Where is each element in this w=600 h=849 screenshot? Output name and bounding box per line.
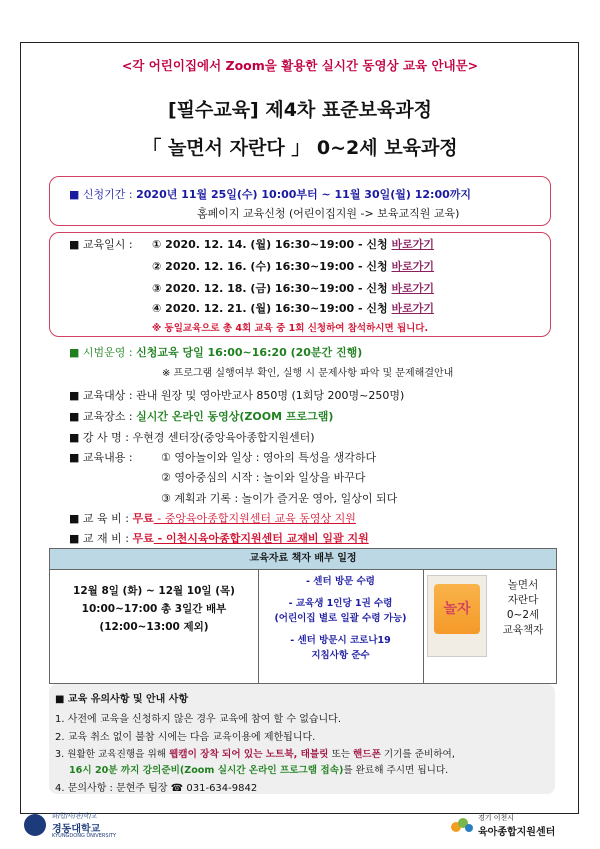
note-3-cont — [69, 762, 448, 776]
note-3 — [55, 746, 455, 760]
session-2-num: ② — [152, 260, 162, 273]
apply-row — [69, 186, 471, 202]
book-cover-image — [427, 575, 487, 657]
note-3-c: 또는 — [328, 749, 354, 760]
book-caption-4: 교육책자 — [502, 624, 544, 636]
target-value: 관내 원장 및 영아반교사 850명 (1회당 200명~250명) — [136, 389, 405, 402]
note-4: 4. 문의사항 : 문현주 팀장 ☎ 031-634-9842 — [55, 783, 258, 794]
university-slogan: 화/합/사/관/학/교 — [52, 813, 97, 820]
university-name-en: KYUNGDONG UNIVERSITY — [52, 833, 117, 839]
book-caption-1: 놀면서 — [507, 579, 539, 591]
schedule-label: ■ 교육일시 : — [69, 238, 133, 251]
content-item-2: ② 영아중심의 시작 : 놀이와 일상을 바꾸다 — [161, 471, 366, 484]
note-3-e: 기기를 준비하여, — [380, 749, 455, 760]
session-2-text: 2020. 12. 16. (수) 16:30~19:00 - 신청 — [165, 260, 388, 273]
session-4-num: ④ — [152, 302, 162, 315]
table-method-2: - 교육생 1인당 1권 수령 — [288, 598, 393, 609]
session-3-text: 2020. 12. 18. (금) 16:30~19:00 - 신청 — [165, 282, 388, 295]
material-fee-free: 무료 — [132, 532, 154, 545]
lecturer-label: ■ 강 사 명 : — [69, 431, 129, 444]
note-3-b: 웹캠이 장착 되어 있는 노트북, 태블릿 — [169, 749, 329, 760]
fee-free: 무료 — [132, 512, 154, 525]
center-logo-icon — [450, 813, 474, 837]
session-4-text: 2020. 12. 21. (월) 16:30~19:00 - 신청 — [165, 302, 388, 315]
subtitle: <각 어린이집에서 Zoom을 활용한 실시간 동영상 교육 안내문> — [121, 58, 479, 73]
material-fee-row — [69, 530, 369, 546]
session-1 — [152, 236, 434, 252]
place-value: 실시간 온라인 동영상(ZOOM 프로그램) — [136, 410, 334, 423]
session-4 — [152, 300, 434, 316]
center-city: 경기 이천시 — [478, 814, 515, 822]
session-1-num: ① — [152, 238, 162, 251]
target-label: ■ 교육대상 : — [69, 389, 133, 402]
fee-label: ■ 교 육 비 : — [69, 512, 129, 525]
session-3 — [152, 280, 434, 296]
title-line-2: 「 놀면서 자란다 」 0~2세 보육과정 — [142, 137, 458, 159]
table-date-2: 10:00~17:00 총 3일간 배부 — [81, 603, 227, 615]
target-row — [69, 387, 404, 403]
book-caption-3: 0~2세 — [506, 609, 540, 621]
content-item-1: ① 영아놀이와 일상 : 영아의 특성을 생각하다 — [161, 451, 377, 464]
session-3-num: ③ — [152, 282, 162, 295]
apply-period: 2020년 11월 25일(수) 10:00부터 ~ 11월 30일(월) 12:00까지 — [136, 188, 472, 201]
trial-note: ※ 프로그램 실행여부 확인, 실행 시 문제사항 파악 및 문제해결안내 — [162, 368, 454, 379]
fee-detail: - 중앙육아종합지원센터 교육 동영상 지원 — [153, 512, 356, 525]
session-3-link[interactable]: 바로가기 — [391, 282, 435, 295]
note-3-a: 3. 원활한 교육진행을 위해 — [55, 749, 170, 760]
table-method-3: (어린이집 별로 일괄 수령 가능) — [274, 613, 407, 624]
trial-label: ■ 시범운영 : — [69, 346, 133, 359]
fee-row — [69, 510, 356, 526]
note-2: 2. 교육 취소 없이 불참 시에는 다음 교육이용에 제한됩니다. — [55, 732, 316, 743]
book-caption-2: 자란다 — [507, 594, 539, 606]
table-method-1: - 센터 방문 수령 — [306, 576, 375, 587]
table-header: 교육자료 책자 배부 일정 — [50, 549, 556, 570]
lecturer-row — [69, 429, 315, 445]
notes-box — [49, 684, 555, 794]
notes-title: ■ 교육 유의사항 및 안내 사항 — [55, 694, 189, 705]
session-2 — [152, 258, 434, 274]
content-item-3: ③ 계획과 기록 : 놀이가 즐거운 영아, 일상이 되다 — [161, 492, 398, 505]
table-method-5: 지침사항 준수 — [311, 650, 370, 661]
session-2-link[interactable]: 바로가기 — [391, 260, 435, 273]
center-name: 육아종합지원센터 — [478, 827, 556, 838]
lecturer-value: 우현경 센터장(중앙육아종합지원센터) — [132, 431, 315, 444]
session-4-link[interactable]: 바로가기 — [391, 302, 435, 315]
university-name: 경동대학교 — [52, 824, 101, 835]
apply-note: 홈페이지 교육신청 (어린이집지원 -> 보육교직원 교육) — [197, 207, 460, 220]
session-1-text: 2020. 12. 14. (월) 16:30~19:00 - 신청 — [165, 238, 388, 251]
content-label: ■ 교육내용 : — [69, 451, 133, 464]
table-date-1: 12월 8일 (화) ~ 12월 10일 (목) — [73, 585, 235, 597]
apply-label: ■ 신청기간 : — [69, 188, 133, 201]
session-1-link[interactable]: 바로가기 — [391, 238, 435, 251]
trial-value: 신청교육 당일 16:00~16:20 (20분간 진행) — [136, 346, 363, 359]
book-cover-title: 놀자 — [443, 601, 471, 617]
material-fee-detail: - 이천시육아종합지원센터 교재비 일괄 지원 — [153, 532, 369, 545]
note-3-f: 16시 20분 까지 강의준비(Zoom 실시간 온라인 프로그램 접속) — [69, 765, 344, 776]
note-3-g: 를 완료해 주시면 됩니다. — [343, 765, 449, 776]
title-line-1: [필수교육] 제4차 표준보육과정 — [167, 99, 433, 121]
material-fee-label: ■ 교 재 비 : — [69, 532, 129, 545]
note-1: 1. 사전에 교육을 신청하지 않은 경우 교육에 참여 할 수 없습니다. — [55, 714, 342, 725]
place-label: ■ 교육장소 : — [69, 410, 133, 423]
note-3-d: 핸드폰 — [353, 749, 381, 760]
table-divider — [423, 569, 424, 683]
table-method-4: - 센터 방문시 코로나19 — [290, 635, 391, 646]
trial-row — [69, 344, 362, 360]
table-date-3: (12:00~13:00 제외) — [99, 621, 209, 633]
place-row — [69, 408, 333, 424]
schedule-note: ※ 동일교육으로 총 4회 교육 중 1회 신청하여 참석하시면 됩니다. — [152, 323, 429, 334]
university-emblem-icon — [24, 814, 46, 836]
